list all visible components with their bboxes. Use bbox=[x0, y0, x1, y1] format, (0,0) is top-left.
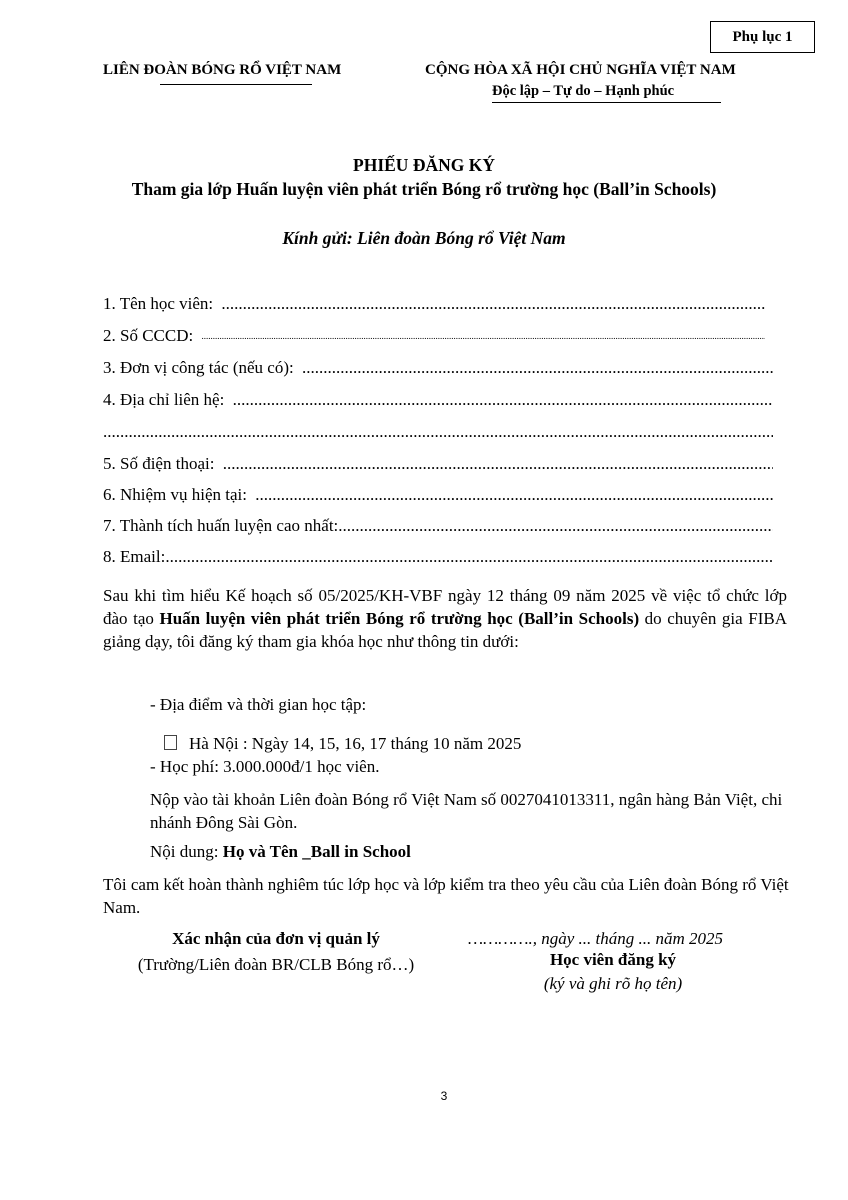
field-label: 5. Số điện thoại: bbox=[103, 454, 219, 473]
addressee: Kính gửi: Liên đoàn Bóng rổ Việt Nam bbox=[282, 228, 566, 248]
field-label: 1. Tên học viên: bbox=[103, 294, 218, 313]
signature-date-line: …………., ngày ... tháng ... năm 2025 bbox=[468, 929, 724, 948]
fill-line bbox=[233, 390, 773, 410]
field-address[interactable] bbox=[103, 390, 773, 410]
field-label: 3. Đơn vị công tác (nếu có): bbox=[103, 358, 298, 377]
national-motto-title: CỘNG HÒA XÃ HỘI CHỦ NGHĨA VIỆT NAM bbox=[425, 62, 736, 78]
field-label: 7. Thành tích huấn luyện cao nhất: bbox=[103, 516, 339, 535]
field-id-number[interactable] bbox=[103, 326, 765, 346]
motto-underline bbox=[492, 102, 721, 103]
field-student-name[interactable] bbox=[103, 294, 765, 314]
field-label: 8. Email: bbox=[103, 547, 166, 566]
manager-confirmation-subtitle: (Trường/Liên đoàn BR/CLB Bóng rổ…) bbox=[137, 955, 415, 974]
transfer-content-label: Nội dung: bbox=[150, 842, 223, 861]
fill-line bbox=[255, 485, 773, 505]
field-current-duty[interactable] bbox=[103, 485, 773, 505]
fill-line bbox=[302, 358, 773, 378]
field-workplace[interactable] bbox=[103, 358, 773, 378]
tuition-fee: - Học phí: 3.000.000đ/1 học viên. bbox=[150, 757, 380, 776]
course-name: Huấn luyện viên phát triển Bóng rổ trường học (Ball’in Schools) bbox=[159, 609, 640, 628]
option-hanoi-label: Hà Nội : Ngày 14, 15, 16, 17 tháng 10 năm 2025 bbox=[189, 734, 522, 753]
intro-text: Sau khi tìm hiểu Kế hoạch số 05/2025/KH-VBF ngày 12 tháng 09 năm 2025 về việc tổ chức lớp đào tạo bbox=[103, 586, 787, 628]
fill-line bbox=[201, 331, 765, 341]
intro-text-end: do chuyên gia FIBA giảng dạy, tôi đăng ký tham gia khóa học như thông tin dưới: bbox=[103, 609, 787, 651]
field-label: 6. Nhiệm vụ hiện tại: bbox=[103, 485, 252, 504]
intro-paragraph bbox=[103, 584, 787, 653]
manager-confirmation-title: Xác nhận của đơn vị quản lý bbox=[172, 929, 380, 948]
checkbox-icon[interactable] bbox=[164, 735, 177, 750]
fill-line bbox=[223, 454, 773, 474]
transfer-content bbox=[150, 842, 411, 862]
national-motto-subtitle: Độc lập – Tự do – Hạnh phúc bbox=[492, 83, 675, 99]
federation-underline bbox=[160, 84, 312, 85]
form-subtitle: Tham gia lớp Huấn luyện viên phát triển Bóng rổ trường học (Ball’in Schools) bbox=[131, 179, 717, 199]
page-number: 3 bbox=[440, 1089, 448, 1103]
commitment-paragraph: Tôi cam kết hoàn thành nghiêm túc lớp học và lớp kiểm tra theo yêu cầu của Liên đoàn Bóng rổ Việt Nam. bbox=[103, 875, 789, 917]
student-signature-subtitle: (ký và ghi rõ họ tên) bbox=[543, 974, 683, 993]
field-email[interactable] bbox=[103, 547, 773, 567]
field-label: 2. Số CCCD: bbox=[103, 326, 198, 345]
location-heading: - Địa điểm và thời gian học tập: bbox=[150, 695, 367, 714]
appendix-label: Phụ lục 1 bbox=[710, 21, 815, 53]
bank-info: Nộp vào tài khoản Liên đoàn Bóng rổ Việt Nam số 0027041013311, ngân hàng Bản Việt, chi nhánh Đông Sài Gòn. bbox=[150, 790, 783, 832]
field-achievement[interactable] bbox=[103, 516, 773, 536]
federation-name: LIÊN ĐOÀN BÓNG RỔ VIỆT NAM bbox=[103, 62, 342, 78]
field-address-continued[interactable] bbox=[103, 422, 773, 442]
form-title: PHIẾU ĐĂNG KÝ bbox=[353, 155, 495, 175]
student-signature-title: Học viên đăng ký bbox=[549, 950, 677, 969]
transfer-content-value: Họ và Tên _Ball in School bbox=[222, 842, 411, 861]
field-label: 4. Địa chỉ liên hệ: bbox=[103, 390, 229, 409]
option-hanoi[interactable] bbox=[164, 734, 521, 754]
fill-line bbox=[165, 547, 773, 567]
fill-line bbox=[338, 516, 773, 536]
field-phone[interactable] bbox=[103, 454, 773, 474]
fill-line bbox=[221, 294, 765, 314]
fill-line bbox=[103, 422, 773, 442]
